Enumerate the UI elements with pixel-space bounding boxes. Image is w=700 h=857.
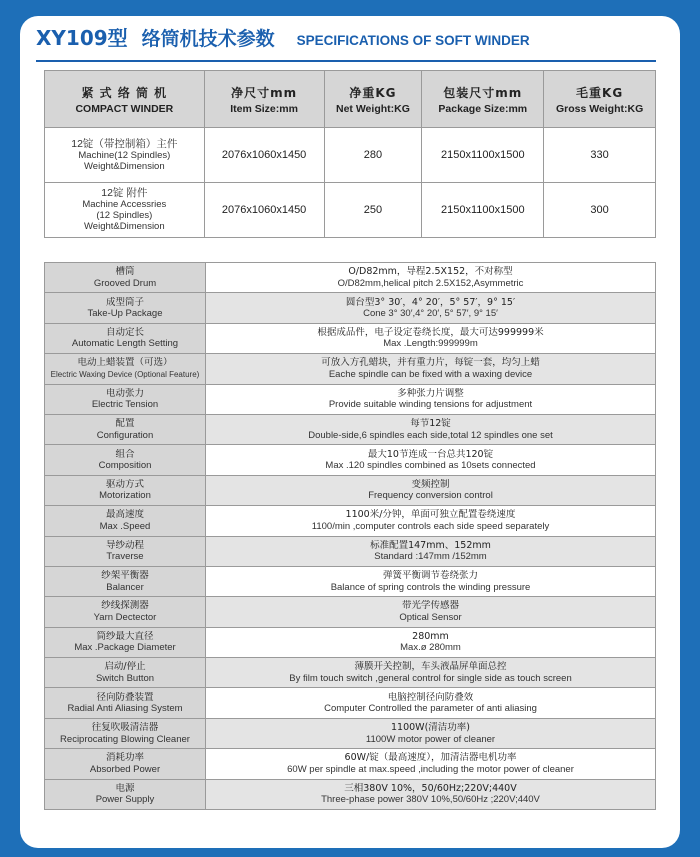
spec-value-en: Eache spindle can be fixed with a waxing device [328,368,533,380]
spec-key [45,293,206,323]
column-header-gross-weight: 毛重KG Gross Weight:KG [544,71,656,128]
spec-key-en: Max .Speed [99,520,151,532]
spec-value-en: Frequency conversion control [368,490,493,502]
spec-value-cn: 1100米/分钟，单面可独立配置卷绕速度 [345,509,516,521]
summary-row-machine [45,128,656,183]
column-header-package-size: 包装尺寸mm Package Size:mm [422,71,544,128]
spec-value-en: Computer Controlled the parameter of anti aliasing [324,703,537,715]
spec-value-en: By film touch switch ,general control for single side as touch screen [289,672,572,684]
net-weight-cell: 250 [324,183,422,238]
spec-key [45,688,206,718]
column-header-item-size: 净尺寸mm Item Size:mm [204,71,324,128]
spec-value-cn: 标准配置147mm、152mm [370,539,491,551]
spec-value-cn: 多种张力片调整 [397,387,464,399]
summary-table [44,70,656,238]
spec-key-en: Electric Waxing Device (Optional Feature) [50,369,200,379]
spec-value-en: Max .Length:999999m [383,338,478,350]
spec-key-cn: 电动上蜡装置（可选） [77,357,173,369]
spec-value [206,293,656,323]
spec-key-en: Traverse [106,551,144,563]
spec-key-cn: 径向防叠装置 [96,691,154,703]
spec-value-cn: 最大10节连成一台总共120锭 [367,448,494,460]
gross-weight-cell: 330 [544,128,656,183]
spec-value-en: Provide suitable winding tensions for adjustment [328,399,533,411]
spec-value [206,597,656,627]
column-header-compact-winder: 紧 式 络 筒 机 COMPACT WINDER [45,71,205,128]
spec-key [45,384,206,414]
spec-value-cn: 三相380V 10%，50/60Hz;220V;440V [344,782,517,794]
package-size-cell: 2150x1100x1500 [422,128,544,183]
spec-value-en: Three-phase power 380V 10%,50/60Hz ;220V;440V [321,794,540,806]
spec-key-cn: 组合 [115,448,135,460]
spec-value [206,475,656,505]
spec-key-cn: 筒纱最大直径 [96,630,154,642]
spec-row [45,384,656,414]
item-size-cell: 2076x1060x1450 [204,183,324,238]
spec-row [45,354,656,384]
spec-value-en: O/D82mm,helical pitch 2.5X152,Asymmetric [337,277,524,289]
spec-key-en: Take-Up Package [87,308,163,320]
spec-key [45,263,206,293]
spec-key-cn: 成型筒子 [105,296,144,308]
spec-value [206,536,656,566]
spec-key-en: Switch Button [95,672,155,684]
heading-divider [36,60,656,62]
spec-value-en: Double-side,6 spindles each side,total 12 spindles one set [308,429,553,441]
spec-key [45,749,206,779]
spec-key [45,323,206,353]
spec-row [45,323,656,353]
spec-value [206,779,656,809]
spec-row [45,658,656,688]
spec-key-cn: 纱线探测器 [101,600,149,612]
spec-value [206,566,656,596]
spec-key-cn: 配置 [115,418,135,430]
spec-key-en: Motorization [99,490,151,502]
spec-row [45,597,656,627]
spec-value-cn: 可放入方孔蜡块，并有重力片，每锭一套，均匀上蜡 [321,357,540,369]
spec-value [206,414,656,444]
spec-row [45,506,656,536]
package-size-cell: 2150x1100x1500 [422,183,544,238]
spec-key [45,718,206,748]
spec-key [45,566,206,596]
spec-row [45,718,656,748]
spec-value-cn: 薄膜开关控制，车头液晶屏单面总控 [354,661,507,673]
spec-key-cn: 驱动方式 [105,478,144,490]
gross-weight-cell: 300 [544,183,656,238]
spec-row [45,566,656,596]
spec-key-en: Yarn Dectector [93,611,157,623]
spec-key-en: Composition [98,460,152,472]
spec-value-en: Balance of spring controls the winding pressure [330,581,531,593]
spec-key-en: Reciprocating Blowing Cleaner [60,733,190,745]
spec-row [45,536,656,566]
model-number: XY109型 [36,26,128,50]
spec-value-cn: 带光学传感器 [401,600,459,612]
spec-value [206,627,656,657]
spec-value-cn: 圆台型3° 30′，4° 20′，5° 57′，9° 15′ [345,296,516,308]
spec-key [45,445,206,475]
spec-value-en: Standard :147mm /152mm [374,551,487,563]
spec-key [45,627,206,657]
spec-value-cn: O/D82mm，导程2.5X152，不对称型 [348,266,513,278]
spec-value-cn: 60W/锭（最高速度），加清洁器电机功率 [344,752,517,764]
spec-row [45,627,656,657]
spec-key-en: Max .Package Diameter [74,642,176,654]
spec-value-cn: 根据成品件，电子设定卷绕长度，最大可达999999米 [317,326,544,338]
spec-key [45,414,206,444]
spec-value-en: Cone 3° 30′,4° 20′, 5° 57′, 9° 15′ [363,308,498,320]
spec-key [45,354,206,384]
spec-key [45,536,206,566]
spec-key [45,475,206,505]
spec-value-en: Optical Sensor [399,611,462,623]
row-label: 12锭 附件 Machine Accessries (12 Spindles) Weight&Dimension [45,183,205,238]
spec-value-en: 60W per spindle at max.speed ,including the motor power of cleaner [287,763,574,775]
spec-value [206,323,656,353]
sheet-heading [36,22,530,52]
spec-row [45,293,656,323]
summary-row-accessories [45,183,656,238]
spec-value [206,445,656,475]
spec-key [45,597,206,627]
spec-key-en: Balancer [106,581,144,593]
spec-key-cn: 导纱动程 [105,539,144,551]
spec-value-cn: 弹簧平衡调节卷绕张力 [382,570,478,582]
spec-row [45,688,656,718]
spec-key-en: Grooved Drum [93,277,157,289]
row-label: 12锭（带控制箱）主件 Machine(12 Spindles) Weight&Dimension [45,128,205,183]
spec-row [45,445,656,475]
spec-key-cn: 最高速度 [105,509,144,521]
summary-header-row [45,71,656,128]
spec-value [206,263,656,293]
spec-key-cn: 消耗功率 [105,752,144,764]
column-header-net-weight: 净重KG Net Weight:KG [324,71,422,128]
spec-key [45,658,206,688]
spec-key-en: Power Supply [95,794,155,806]
spec-row [45,475,656,505]
spec-row [45,263,656,293]
spec-value-cn: 每节12锭 [410,418,451,430]
spec-value [206,749,656,779]
spec-key-cn: 槽筒 [115,266,135,278]
spec-value-cn: 电脑控制径向防叠效 [387,691,474,703]
spec-row [45,779,656,809]
spec-value [206,354,656,384]
spec-row [45,749,656,779]
spec-key-cn: 自动定长 [105,326,144,338]
spec-key-en: Configuration [96,429,154,441]
spec-key-en: Electric Tension [91,399,159,411]
spec-key-en: Radial Anti Aliasing System [67,703,183,715]
spec-key [45,506,206,536]
spec-value [206,506,656,536]
spec-value-cn: 1100W(清洁功率) [391,722,470,734]
spec-key-cn: 电源 [115,782,135,794]
spec-value-en: 1100/min ,computer controls each side speed separately [311,520,550,532]
title-english: SPECIFICATIONS OF SOFT WINDER [296,33,530,48]
spec-value-cn: 变频控制 [411,478,450,490]
spec-key-cn: 往复吹吸清洁器 [91,722,159,734]
spec-key-en: Absorbed Power [89,763,161,775]
net-weight-cell: 280 [324,128,422,183]
spec-key-cn: 电动张力 [105,387,144,399]
spec-key-cn: 纱架平衡器 [101,570,149,582]
spec-key [45,779,206,809]
spec-value [206,658,656,688]
spec-value [206,384,656,414]
spec-value [206,718,656,748]
spec-value-en: Max.ø 280mm [400,642,461,654]
item-size-cell: 2076x1060x1450 [204,128,324,183]
title-chinese: 络筒机技术参数 [141,28,275,50]
specifications-table [44,262,656,810]
spec-value-en: Max .120 spindles combined as 10sets connected [325,460,536,472]
spec-key-en: Automatic Length Setting [71,338,179,350]
spec-value-cn: 280mm [412,630,449,642]
spec-key-cn: 启动/停止 [104,661,146,673]
spec-value [206,688,656,718]
spec-value-en: 1100W motor power of cleaner [365,733,496,745]
spec-row [45,414,656,444]
